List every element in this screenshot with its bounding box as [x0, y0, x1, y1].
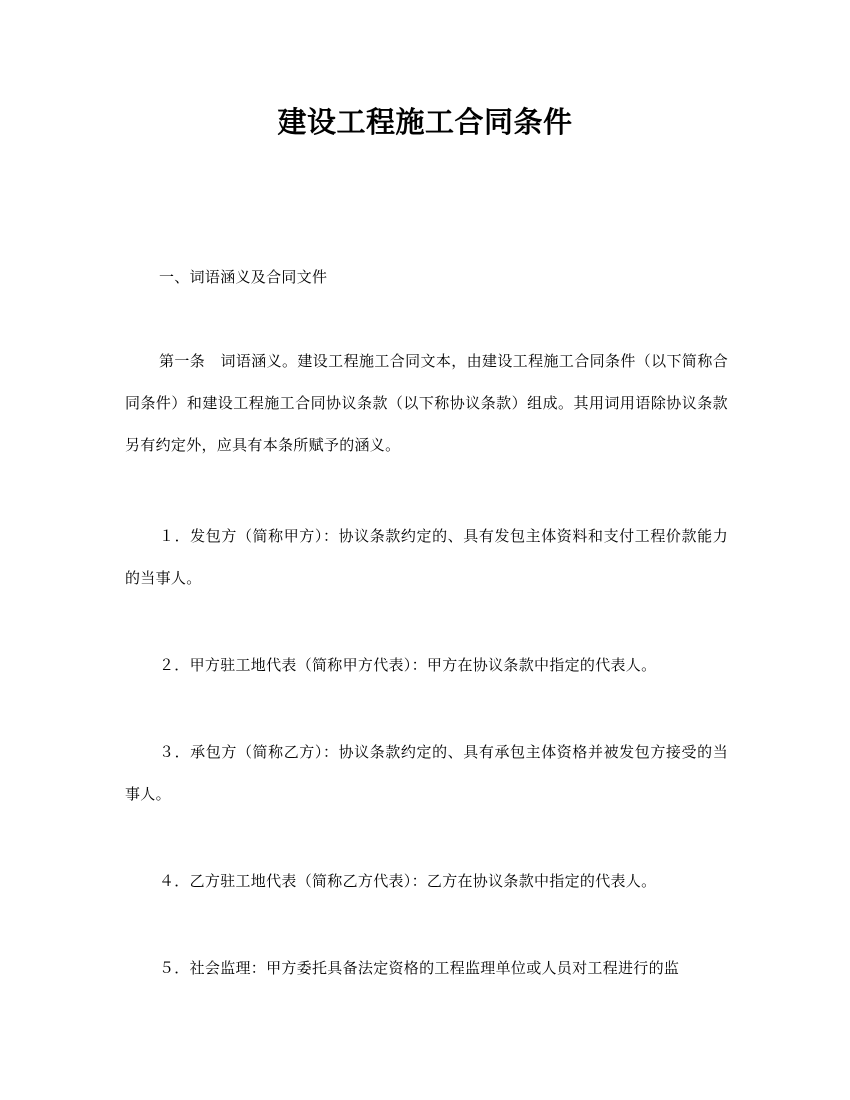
definition-item-5: ５．社会监理：甲方委托具备法定资格的工程监理单位或人员对工程进行的监 — [159, 959, 680, 977]
document-title: 建设工程施工合同条件 — [277, 105, 573, 139]
section-heading: 一、词语涵义及合同文件 — [159, 268, 328, 286]
definition-item-2: ２．甲方驻工地代表（简称甲方代表）：甲方在协议条款中指定的代表人。 — [159, 656, 657, 674]
article-paragraph: 第一条 词语涵义。建设工程施工合同文本，由建设工程施工合同条件（以下简称合同条件）和建设工程施工合同协议条款（以下称协议条款）组成。其用词用语除协议条款另有约定外，应具有本条所赋予的涵义。 — [125, 352, 728, 454]
definition-item-3: ３．承包方（简称乙方）：协议条款约定的、具有承包主体资格并被发包方接受的当事人。 — [125, 743, 728, 803]
definition-item-4: ４．乙方驻工地代表（简称乙方代表）：乙方在协议条款中指定的代表人。 — [159, 872, 657, 890]
definition-item-1: １．发包方（简称甲方）：协议条款约定的、具有发包主体资料和支付工程价款能力的当事人。 — [125, 527, 728, 587]
